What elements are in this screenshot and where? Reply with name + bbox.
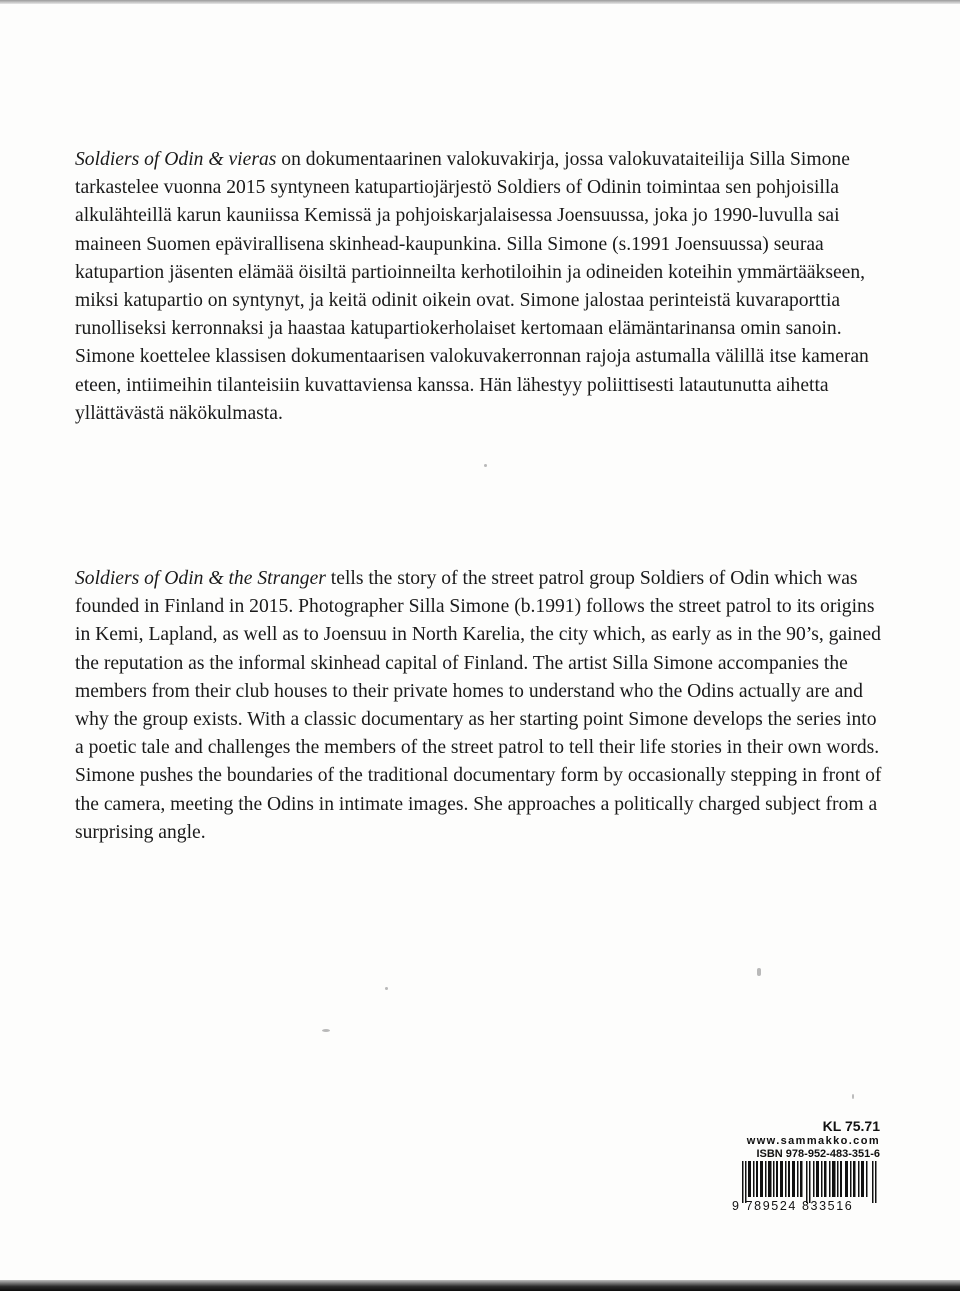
scan-top-edge: [0, 0, 960, 4]
publisher-website[interactable]: www.sammakko.com: [746, 1135, 880, 1147]
scan-speck: [322, 1029, 330, 1032]
scan-speck: [484, 464, 487, 467]
finnish-description: [75, 146, 875, 428]
isbn-number: ISBN 978-952-483-351-6: [756, 1148, 880, 1160]
english-description: [75, 565, 890, 847]
scan-speck: [385, 987, 388, 990]
isbn-barcode: [732, 1161, 877, 1217]
publisher-info: [720, 1118, 880, 1161]
scan-speck: [852, 1094, 854, 1099]
scan-speck: [757, 968, 761, 976]
library-classification: KL 75.71: [822, 1118, 880, 1134]
barcode-bars: [742, 1161, 877, 1203]
english-description-text: tells the story of the street patrol group Soldiers of Odin which was founded in Finland in 2015. Photographer Silla Simone (b.1991) follows the street patrol to its origins in Kemi, Lapland, as well as to Joensuu in North Karelia, the city which, as early as in the 90’s, gained the reputation as the informal skinhead capital of Finland. The artist Silla Simone accompanies the members from their club houses to their private homes to understand who the Odins actually are and why the group exists. With a classic documentary as her starting point Simone develops the series into a poetic tale and challenges the members of the street patrol to tell their life stories in their own words. Simone pushes the boundaries of the traditional documentary form by occasionally stepping in front of the camera, meeting the Odins in intimate images. She approaches a politically charged subject from a surprising angle.: [75, 568, 882, 843]
scan-bottom-edge: [0, 1280, 960, 1291]
english-book-title: Soldiers of Odin & the Stranger: [75, 568, 326, 589]
finnish-description-text: on dokumentaarinen valokuvakirja, jossa valokuvataiteilija Silla Simone tarkastelee vuonna 2015 syntyneen katupartiojärjestö Soldiers of Odinin toimintaa sen pohjoisilla alkulähteillä karun kauniissa Kemissä ja pohjoiskarjalaisessa Joensuussa, joka jo 1990-luvulla sai maineen Suomen epävirallisena skinhead-kaupunkina. Silla Simone (s.1991 Joensuussa) seuraa katupartion jäsenten elämää öisiltä partioinneilta kerhotiloihin ja odineiden koteihin ymmärtääkseen, miksi katupartio on syntynyt, ja keitä odinit oikein ovat. Simone jalostaa perinteistä kuvaraporttia runolliseksi kerronnaksi ja haastaa katupartiokerholaiset kertomaan elämäntarinansa omin sanoin. Simone koettelee klassisen dokumentaarisen valokuvakerronnan rajoja astumalla välillä itse kameran eteen, intiimeihin tilanteisiin kuvattaviensa kanssa. Hän lähestyy poliittisesti latautunutta aihetta yllättävästä näkökulmasta.: [75, 149, 869, 424]
finnish-book-title: Soldiers of Odin & vieras: [75, 149, 277, 170]
barcode-digits: 9 789524 833516: [732, 1199, 854, 1213]
